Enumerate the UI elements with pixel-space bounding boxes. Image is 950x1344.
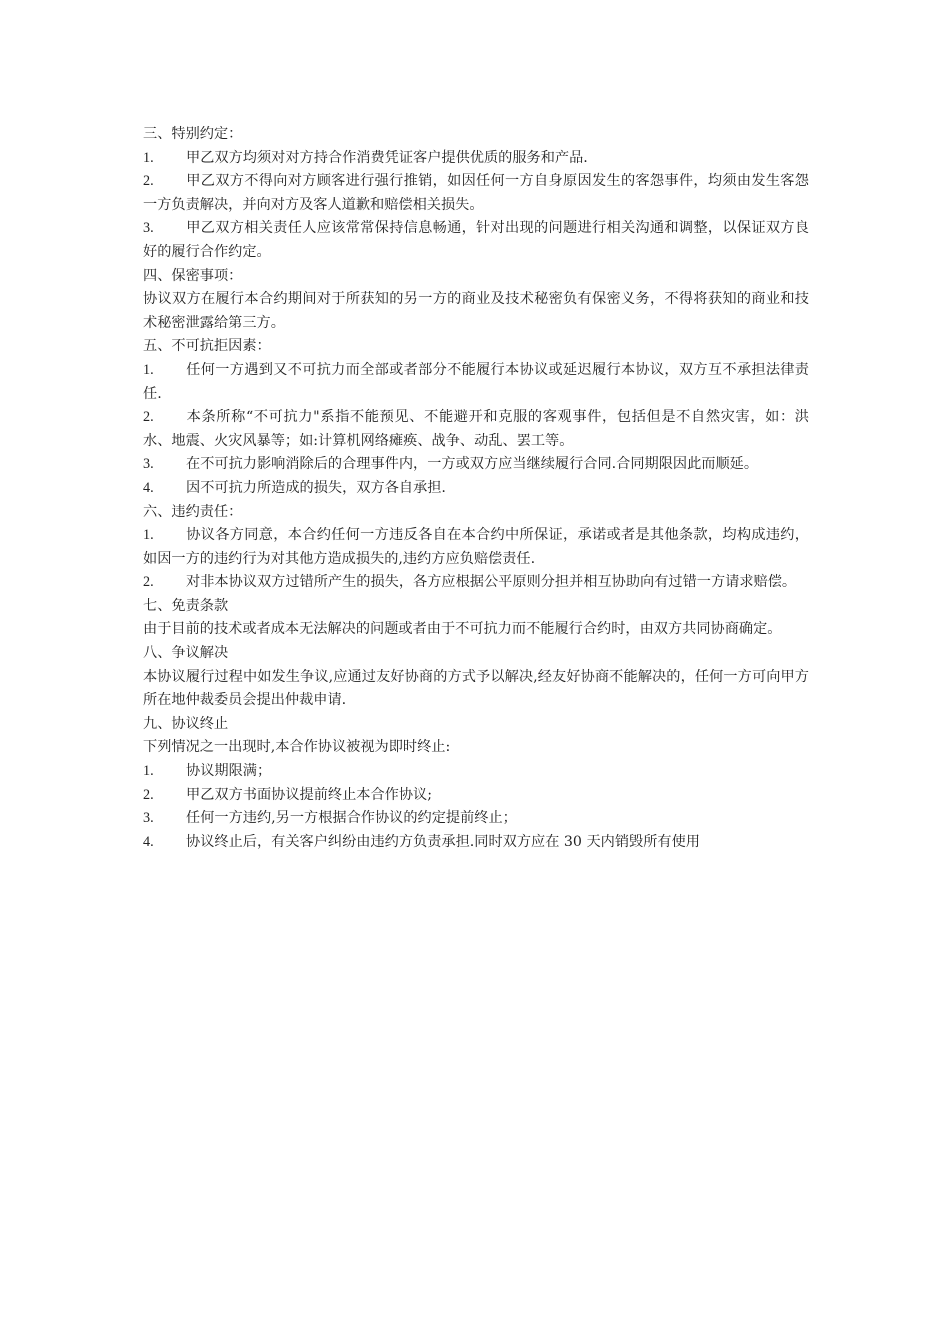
list-item-text: 因不可抗力所造成的损失，双方各自承担. xyxy=(186,479,446,496)
paragraph: 本协议履行过程中如发生争议,应通过友好协商的方式予以解决,经友好协商不能解决的，任何一方可向甲方所在地仲裁委员会提出仲裁申请. xyxy=(143,668,809,709)
list-number: 1. xyxy=(143,763,154,780)
list-item xyxy=(143,784,809,808)
list-item xyxy=(143,477,809,501)
list-item xyxy=(143,807,809,831)
section-heading-force-majeure: 五、不可抗拒因素： xyxy=(143,338,271,355)
list-item xyxy=(143,170,809,217)
list-number: 1. xyxy=(143,149,154,166)
section-heading-confidentiality: 四、保密事项： xyxy=(143,267,243,284)
list-number: 2. xyxy=(143,786,154,803)
list-item-text: 甲乙双方书面协议提前终止本合作协议; xyxy=(186,786,432,803)
section-heading-termination: 九、协议终止 xyxy=(143,715,229,732)
list-item-text: 甲乙双方均须对对方持合作消费凭证客户提供优质的服务和产品. xyxy=(186,149,588,166)
list-number: 4. xyxy=(143,833,154,850)
section-heading-dispute-resolution: 八、争议解决 xyxy=(143,645,229,662)
list-number: 1. xyxy=(143,527,154,544)
list-item-text: 对非本协议双方过错所产生的损失，各方应根据公平原则分担并相互协助向有过错一方请求赔偿。 xyxy=(186,574,797,591)
list-item-text: 协议各方同意，本合约任何一方违反各自在本合约中所保证，承诺或者是其他条款，均构成违约，如因一方的违约行为对其他方造成损失的,违约方应负赔偿责任. xyxy=(143,527,809,567)
list-number: 3. xyxy=(143,456,154,473)
list-item xyxy=(143,831,809,855)
list-item xyxy=(143,524,809,571)
list-number: 1. xyxy=(143,361,154,378)
list-number: 3. xyxy=(143,220,154,237)
list-item-text: 本条所称“不可抗力"系指不能预见、不能避开和克服的客观事件，包括但是不自然灾害，如：洪水、地震、火灾风暴等；如:计算机网络瘫痪、战争、动乱、罢工等。 xyxy=(143,409,809,449)
list-number: 2. xyxy=(143,173,154,190)
paragraph: 下列情况之一出现时,本合作协议被视为即时终止: xyxy=(143,739,451,756)
list-item-text: 协议终止后，有关客户纠纷由违约方负责承担.同时双方应在 30 天内销毁所有使用 xyxy=(186,833,700,850)
document-body xyxy=(143,123,809,854)
list-item-text: 协议期限满； xyxy=(186,763,272,780)
list-item xyxy=(143,217,809,264)
list-item xyxy=(143,760,809,784)
section-heading-disclaimer: 七、免责条款 xyxy=(143,597,229,614)
list-item xyxy=(143,359,809,406)
section-heading-special-terms: 三、特别约定： xyxy=(143,126,243,142)
list-item xyxy=(143,453,809,477)
list-item-text: 任何一方违约,另一方根据合作协议的约定提前终止； xyxy=(186,810,517,827)
list-number: 3. xyxy=(143,810,154,827)
list-number: 4. xyxy=(143,479,154,496)
paragraph: 协议双方在履行本合约期间对于所获知的另一方的商业及技术秘密负有保密义务，不得将获知的商业和技术秘密泄露给第三方。 xyxy=(143,291,809,331)
list-item-text: 甲乙双方相关责任人应该常常保持信息畅通，针对出现的问题进行相关沟通和调整，以保证双方良好的履行合作约定。 xyxy=(143,220,809,260)
list-number: 2. xyxy=(143,409,154,426)
list-item xyxy=(143,147,809,171)
list-item-text: 甲乙双方不得向对方顾客进行强行推销，如因任何一方自身原因发生的客怨事件，均须由发生客怨一方负责解决，并向对方及客人道歉和赔偿相关损失。 xyxy=(143,173,809,213)
list-item xyxy=(143,571,809,595)
paragraph: 由于目前的技术或者成本无法解决的问题或者由于不可抗力而不能履行合约时，由双方共同协商确定。 xyxy=(143,621,782,638)
list-item-text: 在不可抗力影响消除后的合理事件内，一方或双方应当继续履行合同.合同期限因此而顺延。 xyxy=(186,456,759,473)
list-number: 2. xyxy=(143,574,154,591)
list-item xyxy=(143,406,809,453)
section-heading-breach-liability: 六、违约责任： xyxy=(143,503,243,520)
list-item-text: 任何一方遇到又不可抗力而全部或者部分不能履行本协议或延迟履行本协议，双方互不承担法律责任. xyxy=(143,361,809,402)
